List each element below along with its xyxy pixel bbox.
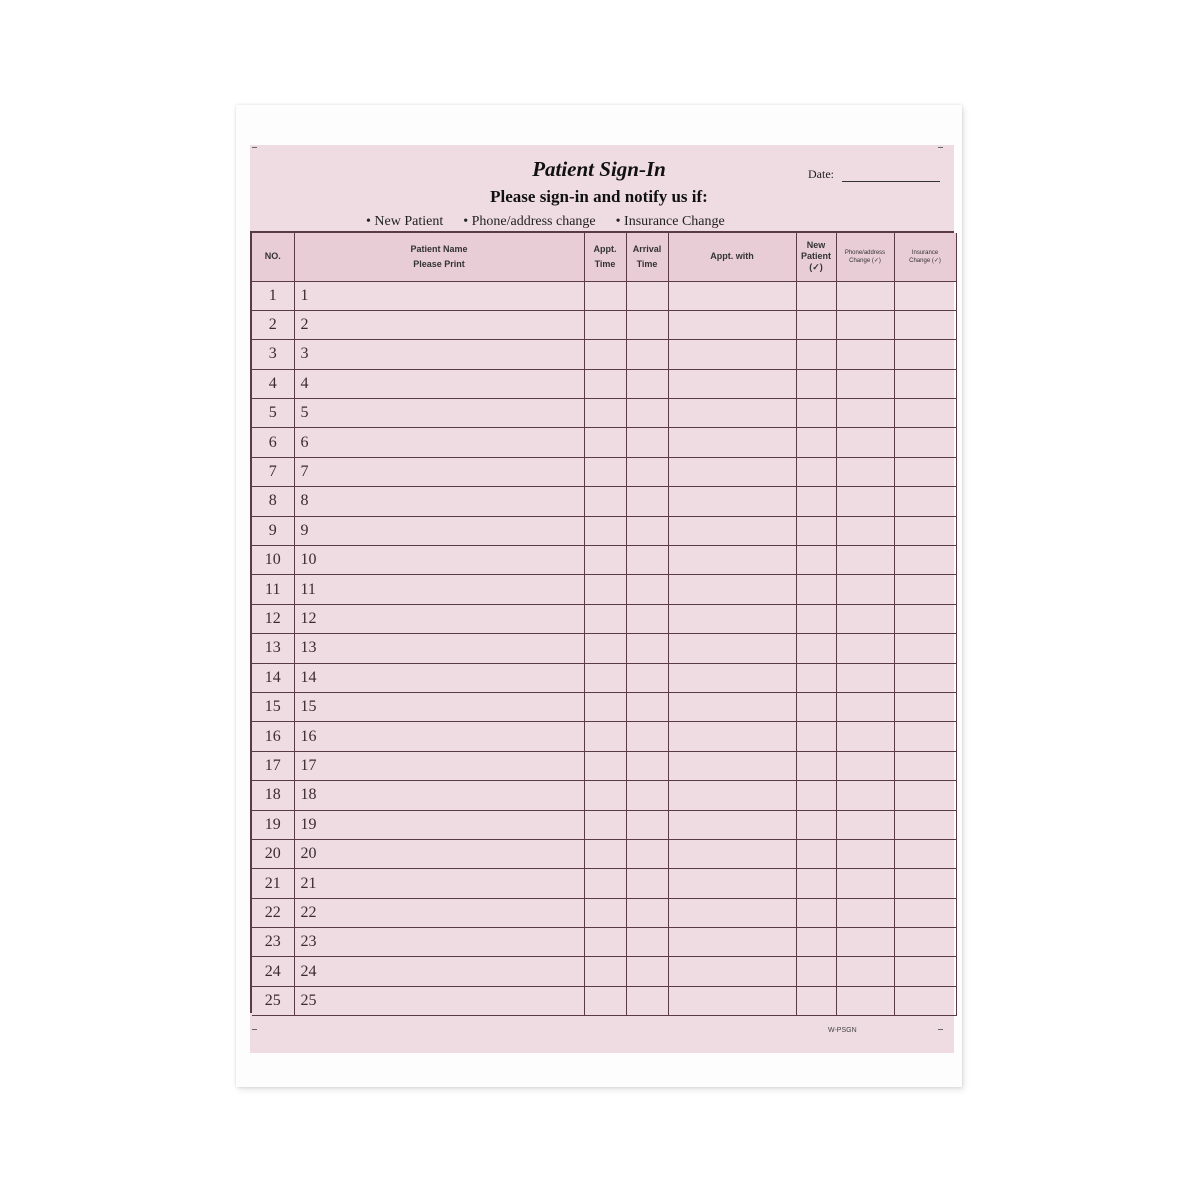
table-row xyxy=(252,692,956,721)
appt-with-cell[interactable] xyxy=(668,781,796,810)
appt-with-cell[interactable] xyxy=(668,604,796,633)
arrival-time-cell[interactable] xyxy=(626,692,668,721)
arrival-time-cell[interactable] xyxy=(626,986,668,1015)
arrival-time-cell[interactable] xyxy=(626,310,668,339)
header-appt-with: Appt. with xyxy=(668,233,796,281)
row-number: 7 xyxy=(252,457,294,486)
patient-name-cell[interactable]: 13 xyxy=(294,634,584,663)
phone-address-change-cell[interactable] xyxy=(836,751,894,780)
new-patient-cell[interactable] xyxy=(796,869,836,898)
appt-time-cell[interactable] xyxy=(584,340,626,369)
sign-in-sheet xyxy=(236,105,962,1087)
phone-address-change-cell[interactable] xyxy=(836,369,894,398)
appt-with-cell[interactable] xyxy=(668,751,796,780)
insurance-change-cell[interactable] xyxy=(894,928,956,957)
arrival-time-cell[interactable] xyxy=(626,839,668,868)
appt-time-cell[interactable] xyxy=(584,869,626,898)
appt-with-cell[interactable] xyxy=(668,898,796,927)
appt-with-cell[interactable] xyxy=(668,839,796,868)
appt-time-cell[interactable] xyxy=(584,722,626,751)
new-patient-cell[interactable] xyxy=(796,399,836,428)
appt-with-cell[interactable] xyxy=(668,399,796,428)
new-patient-cell[interactable] xyxy=(796,310,836,339)
phone-address-change-cell[interactable] xyxy=(836,516,894,545)
row-number: 12 xyxy=(252,604,294,633)
insurance-change-cell[interactable] xyxy=(894,546,956,575)
appt-time-cell[interactable] xyxy=(584,839,626,868)
phone-address-change-cell[interactable] xyxy=(836,546,894,575)
appt-with-cell[interactable] xyxy=(668,428,796,457)
new-patient-cell[interactable] xyxy=(796,516,836,545)
new-patient-cell[interactable] xyxy=(796,575,836,604)
arrival-time-cell[interactable] xyxy=(626,340,668,369)
phone-address-change-cell[interactable] xyxy=(836,692,894,721)
insurance-change-cell[interactable] xyxy=(894,810,956,839)
row-number: 24 xyxy=(252,957,294,986)
arrival-time-cell[interactable] xyxy=(626,428,668,457)
header-insurance-change: Insurance Change (✓) xyxy=(894,233,956,281)
arrival-time-cell[interactable] xyxy=(626,516,668,545)
phone-address-change-cell[interactable] xyxy=(836,810,894,839)
patient-name-cell[interactable]: 16 xyxy=(294,722,584,751)
new-patient-cell[interactable] xyxy=(796,281,836,310)
appt-time-cell[interactable] xyxy=(584,516,626,545)
table-row xyxy=(252,340,956,369)
phone-address-change-cell[interactable] xyxy=(836,634,894,663)
appt-time-cell[interactable] xyxy=(584,663,626,692)
sign-in-table xyxy=(250,231,954,1013)
phone-address-change-cell[interactable] xyxy=(836,986,894,1015)
arrival-time-cell[interactable] xyxy=(626,957,668,986)
patient-name-cell[interactable]: 1 xyxy=(294,281,584,310)
row-number: 21 xyxy=(252,869,294,898)
patient-name-cell[interactable]: 5 xyxy=(294,399,584,428)
row-number: 3 xyxy=(252,340,294,369)
table-row xyxy=(252,839,956,868)
patient-name-cell[interactable]: 6 xyxy=(294,428,584,457)
row-number: 5 xyxy=(252,399,294,428)
patient-name-cell[interactable]: 25 xyxy=(294,986,584,1015)
new-patient-cell[interactable] xyxy=(796,634,836,663)
insurance-change-cell[interactable] xyxy=(894,399,956,428)
insurance-change-cell[interactable] xyxy=(894,781,956,810)
appt-with-cell[interactable] xyxy=(668,869,796,898)
header-no: NO. xyxy=(252,233,294,281)
new-patient-cell[interactable] xyxy=(796,751,836,780)
phone-address-change-cell[interactable] xyxy=(836,457,894,486)
arrival-time-cell[interactable] xyxy=(626,869,668,898)
insurance-change-cell[interactable] xyxy=(894,869,956,898)
table-row xyxy=(252,928,956,957)
new-patient-cell[interactable] xyxy=(796,928,836,957)
insurance-change-cell[interactable] xyxy=(894,839,956,868)
patient-name-cell[interactable]: 4 xyxy=(294,369,584,398)
arrival-time-cell[interactable] xyxy=(626,898,668,927)
header-arrival-time: Arrival Time xyxy=(626,233,668,281)
patient-name-cell[interactable]: 14 xyxy=(294,663,584,692)
row-number: 9 xyxy=(252,516,294,545)
arrival-time-cell[interactable] xyxy=(626,399,668,428)
row-number: 4 xyxy=(252,369,294,398)
header-patient-name: Patient Name Please Print xyxy=(294,233,584,281)
row-number: 22 xyxy=(252,898,294,927)
form-code: W-PSGN xyxy=(828,1027,857,1034)
bullet-insurance: • Insurance Change xyxy=(615,214,725,229)
insurance-change-cell[interactable] xyxy=(894,310,956,339)
table-row xyxy=(252,546,956,575)
phone-address-change-cell[interactable] xyxy=(836,399,894,428)
insurance-change-cell[interactable] xyxy=(894,604,956,633)
row-number: 16 xyxy=(252,722,294,751)
header-appt-time: Appt. Time xyxy=(584,233,626,281)
corner-mark xyxy=(252,147,257,148)
insurance-change-cell[interactable] xyxy=(894,986,956,1015)
row-number: 8 xyxy=(252,487,294,516)
table-row xyxy=(252,986,956,1015)
table-row xyxy=(252,722,956,751)
row-number: 1 xyxy=(252,281,294,310)
row-number: 6 xyxy=(252,428,294,457)
new-patient-cell[interactable] xyxy=(796,839,836,868)
header-new-patient: New Patient (✓) xyxy=(796,233,836,281)
appt-time-cell[interactable] xyxy=(584,457,626,486)
appt-time-cell[interactable] xyxy=(584,692,626,721)
table-row xyxy=(252,281,956,310)
row-number: 10 xyxy=(252,546,294,575)
appt-time-cell[interactable] xyxy=(584,634,626,663)
insurance-change-cell[interactable] xyxy=(894,428,956,457)
notify-bullets xyxy=(366,214,725,230)
patient-name-cell[interactable]: 24 xyxy=(294,957,584,986)
table-header-row xyxy=(252,233,956,281)
appt-with-cell[interactable] xyxy=(668,487,796,516)
row-number: 15 xyxy=(252,692,294,721)
appt-with-cell[interactable] xyxy=(668,310,796,339)
phone-address-change-cell[interactable] xyxy=(836,722,894,751)
appt-with-cell[interactable] xyxy=(668,369,796,398)
new-patient-cell[interactable] xyxy=(796,722,836,751)
phone-address-change-cell[interactable] xyxy=(836,575,894,604)
phone-address-change-cell[interactable] xyxy=(836,869,894,898)
arrival-time-cell[interactable] xyxy=(626,928,668,957)
new-patient-cell[interactable] xyxy=(796,369,836,398)
date-field-line[interactable] xyxy=(842,181,940,182)
row-number: 23 xyxy=(252,928,294,957)
patient-name-cell[interactable]: 9 xyxy=(294,516,584,545)
appt-time-cell[interactable] xyxy=(584,810,626,839)
patient-name-cell[interactable]: 7 xyxy=(294,457,584,486)
arrival-time-cell[interactable] xyxy=(626,546,668,575)
arrival-time-cell[interactable] xyxy=(626,722,668,751)
insurance-change-cell[interactable] xyxy=(894,281,956,310)
appt-with-cell[interactable] xyxy=(668,546,796,575)
row-number: 17 xyxy=(252,751,294,780)
insurance-change-cell[interactable] xyxy=(894,722,956,751)
appt-time-cell[interactable] xyxy=(584,986,626,1015)
table-row xyxy=(252,810,956,839)
bullet-phone-address: • Phone/address change xyxy=(463,214,596,229)
new-patient-cell[interactable] xyxy=(796,810,836,839)
appt-with-cell[interactable] xyxy=(668,928,796,957)
new-patient-cell[interactable] xyxy=(796,604,836,633)
arrival-time-cell[interactable] xyxy=(626,281,668,310)
row-number: 13 xyxy=(252,634,294,663)
appt-with-cell[interactable] xyxy=(668,340,796,369)
row-number: 2 xyxy=(252,310,294,339)
patient-name-cell[interactable]: 12 xyxy=(294,604,584,633)
table-row xyxy=(252,663,956,692)
phone-address-change-cell[interactable] xyxy=(836,340,894,369)
new-patient-cell[interactable] xyxy=(796,487,836,516)
new-patient-cell[interactable] xyxy=(796,546,836,575)
patient-name-cell[interactable]: 19 xyxy=(294,810,584,839)
appt-time-cell[interactable] xyxy=(584,751,626,780)
appt-with-cell[interactable] xyxy=(668,457,796,486)
table-row xyxy=(252,957,956,986)
phone-address-change-cell[interactable] xyxy=(836,928,894,957)
row-number: 11 xyxy=(252,575,294,604)
phone-address-change-cell[interactable] xyxy=(836,487,894,516)
patient-name-cell[interactable]: 18 xyxy=(294,781,584,810)
phone-address-change-cell[interactable] xyxy=(836,839,894,868)
insurance-change-cell[interactable] xyxy=(894,516,956,545)
patient-name-cell[interactable]: 20 xyxy=(294,839,584,868)
appt-time-cell[interactable] xyxy=(584,546,626,575)
appt-with-cell[interactable] xyxy=(668,986,796,1015)
arrival-time-cell[interactable] xyxy=(626,575,668,604)
appt-time-cell[interactable] xyxy=(584,428,626,457)
appt-time-cell[interactable] xyxy=(584,369,626,398)
appt-with-cell[interactable] xyxy=(668,516,796,545)
corner-mark xyxy=(252,1029,257,1030)
appt-time-cell[interactable] xyxy=(584,604,626,633)
patient-name-cell[interactable]: 2 xyxy=(294,310,584,339)
patient-name-cell[interactable]: 3 xyxy=(294,340,584,369)
new-patient-cell[interactable] xyxy=(796,957,836,986)
table-row xyxy=(252,869,956,898)
appt-with-cell[interactable] xyxy=(668,692,796,721)
arrival-time-cell[interactable] xyxy=(626,781,668,810)
row-number: 20 xyxy=(252,839,294,868)
patient-name-cell[interactable]: 8 xyxy=(294,487,584,516)
patient-name-cell[interactable]: 21 xyxy=(294,869,584,898)
new-patient-cell[interactable] xyxy=(796,692,836,721)
appt-with-cell[interactable] xyxy=(668,575,796,604)
insurance-change-cell[interactable] xyxy=(894,634,956,663)
phone-address-change-cell[interactable] xyxy=(836,898,894,927)
insurance-change-cell[interactable] xyxy=(894,457,956,486)
insurance-change-cell[interactable] xyxy=(894,663,956,692)
row-number: 19 xyxy=(252,810,294,839)
appt-time-cell[interactable] xyxy=(584,487,626,516)
phone-address-change-cell[interactable] xyxy=(836,604,894,633)
arrival-time-cell[interactable] xyxy=(626,634,668,663)
appt-time-cell[interactable] xyxy=(584,781,626,810)
insurance-change-cell[interactable] xyxy=(894,957,956,986)
row-number: 14 xyxy=(252,663,294,692)
insurance-change-cell[interactable] xyxy=(894,369,956,398)
arrival-time-cell[interactable] xyxy=(626,487,668,516)
phone-address-change-cell[interactable] xyxy=(836,428,894,457)
table-row xyxy=(252,487,956,516)
table-row xyxy=(252,604,956,633)
table-row xyxy=(252,369,956,398)
corner-mark xyxy=(938,147,943,148)
new-patient-cell[interactable] xyxy=(796,663,836,692)
table-row xyxy=(252,428,956,457)
phone-address-change-cell[interactable] xyxy=(836,781,894,810)
arrival-time-cell[interactable] xyxy=(626,369,668,398)
new-patient-cell[interactable] xyxy=(796,898,836,927)
appt-with-cell[interactable] xyxy=(668,663,796,692)
table-row xyxy=(252,898,956,927)
patient-name-cell[interactable]: 15 xyxy=(294,692,584,721)
phone-address-change-cell[interactable] xyxy=(836,957,894,986)
insurance-change-cell[interactable] xyxy=(894,575,956,604)
new-patient-cell[interactable] xyxy=(796,428,836,457)
patient-name-cell[interactable]: 10 xyxy=(294,546,584,575)
arrival-time-cell[interactable] xyxy=(626,457,668,486)
appt-time-cell[interactable] xyxy=(584,928,626,957)
table-row xyxy=(252,634,956,663)
arrival-time-cell[interactable] xyxy=(626,604,668,633)
date-label: Date: xyxy=(808,167,834,181)
appt-time-cell[interactable] xyxy=(584,281,626,310)
new-patient-cell[interactable] xyxy=(796,781,836,810)
new-patient-cell[interactable] xyxy=(796,986,836,1015)
insurance-change-cell[interactable] xyxy=(894,340,956,369)
appt-with-cell[interactable] xyxy=(668,722,796,751)
table-row xyxy=(252,781,956,810)
form-title: Patient Sign-In xyxy=(532,157,666,181)
arrival-time-cell[interactable] xyxy=(626,810,668,839)
appt-time-cell[interactable] xyxy=(584,575,626,604)
patient-name-cell[interactable]: 23 xyxy=(294,928,584,957)
patient-name-cell[interactable]: 11 xyxy=(294,575,584,604)
phone-address-change-cell[interactable] xyxy=(836,281,894,310)
appt-with-cell[interactable] xyxy=(668,957,796,986)
appt-with-cell[interactable] xyxy=(668,810,796,839)
table-row xyxy=(252,310,956,339)
table-row xyxy=(252,575,956,604)
patient-name-cell[interactable]: 22 xyxy=(294,898,584,927)
row-number: 18 xyxy=(252,781,294,810)
new-patient-cell[interactable] xyxy=(796,457,836,486)
appt-with-cell[interactable] xyxy=(668,634,796,663)
insurance-change-cell[interactable] xyxy=(894,751,956,780)
new-patient-cell[interactable] xyxy=(796,340,836,369)
appt-time-cell[interactable] xyxy=(584,399,626,428)
phone-address-change-cell[interactable] xyxy=(836,663,894,692)
corner-mark xyxy=(938,1029,943,1030)
appt-with-cell[interactable] xyxy=(668,281,796,310)
table-row xyxy=(252,516,956,545)
phone-address-change-cell[interactable] xyxy=(836,310,894,339)
table-row xyxy=(252,751,956,780)
bullet-new-patient: • New Patient xyxy=(366,214,444,229)
row-number: 25 xyxy=(252,986,294,1015)
table-row xyxy=(252,457,956,486)
header-phone-address-change: Phone/address Change (✓) xyxy=(836,233,894,281)
insurance-change-cell[interactable] xyxy=(894,692,956,721)
patient-name-cell[interactable]: 17 xyxy=(294,751,584,780)
appt-time-cell[interactable] xyxy=(584,898,626,927)
arrival-time-cell[interactable] xyxy=(626,751,668,780)
insurance-change-cell[interactable] xyxy=(894,487,956,516)
form-subtitle: Please sign-in and notify us if: xyxy=(490,187,708,206)
table-row xyxy=(252,399,956,428)
appt-time-cell[interactable] xyxy=(584,310,626,339)
appt-time-cell[interactable] xyxy=(584,957,626,986)
arrival-time-cell[interactable] xyxy=(626,663,668,692)
insurance-change-cell[interactable] xyxy=(894,898,956,927)
